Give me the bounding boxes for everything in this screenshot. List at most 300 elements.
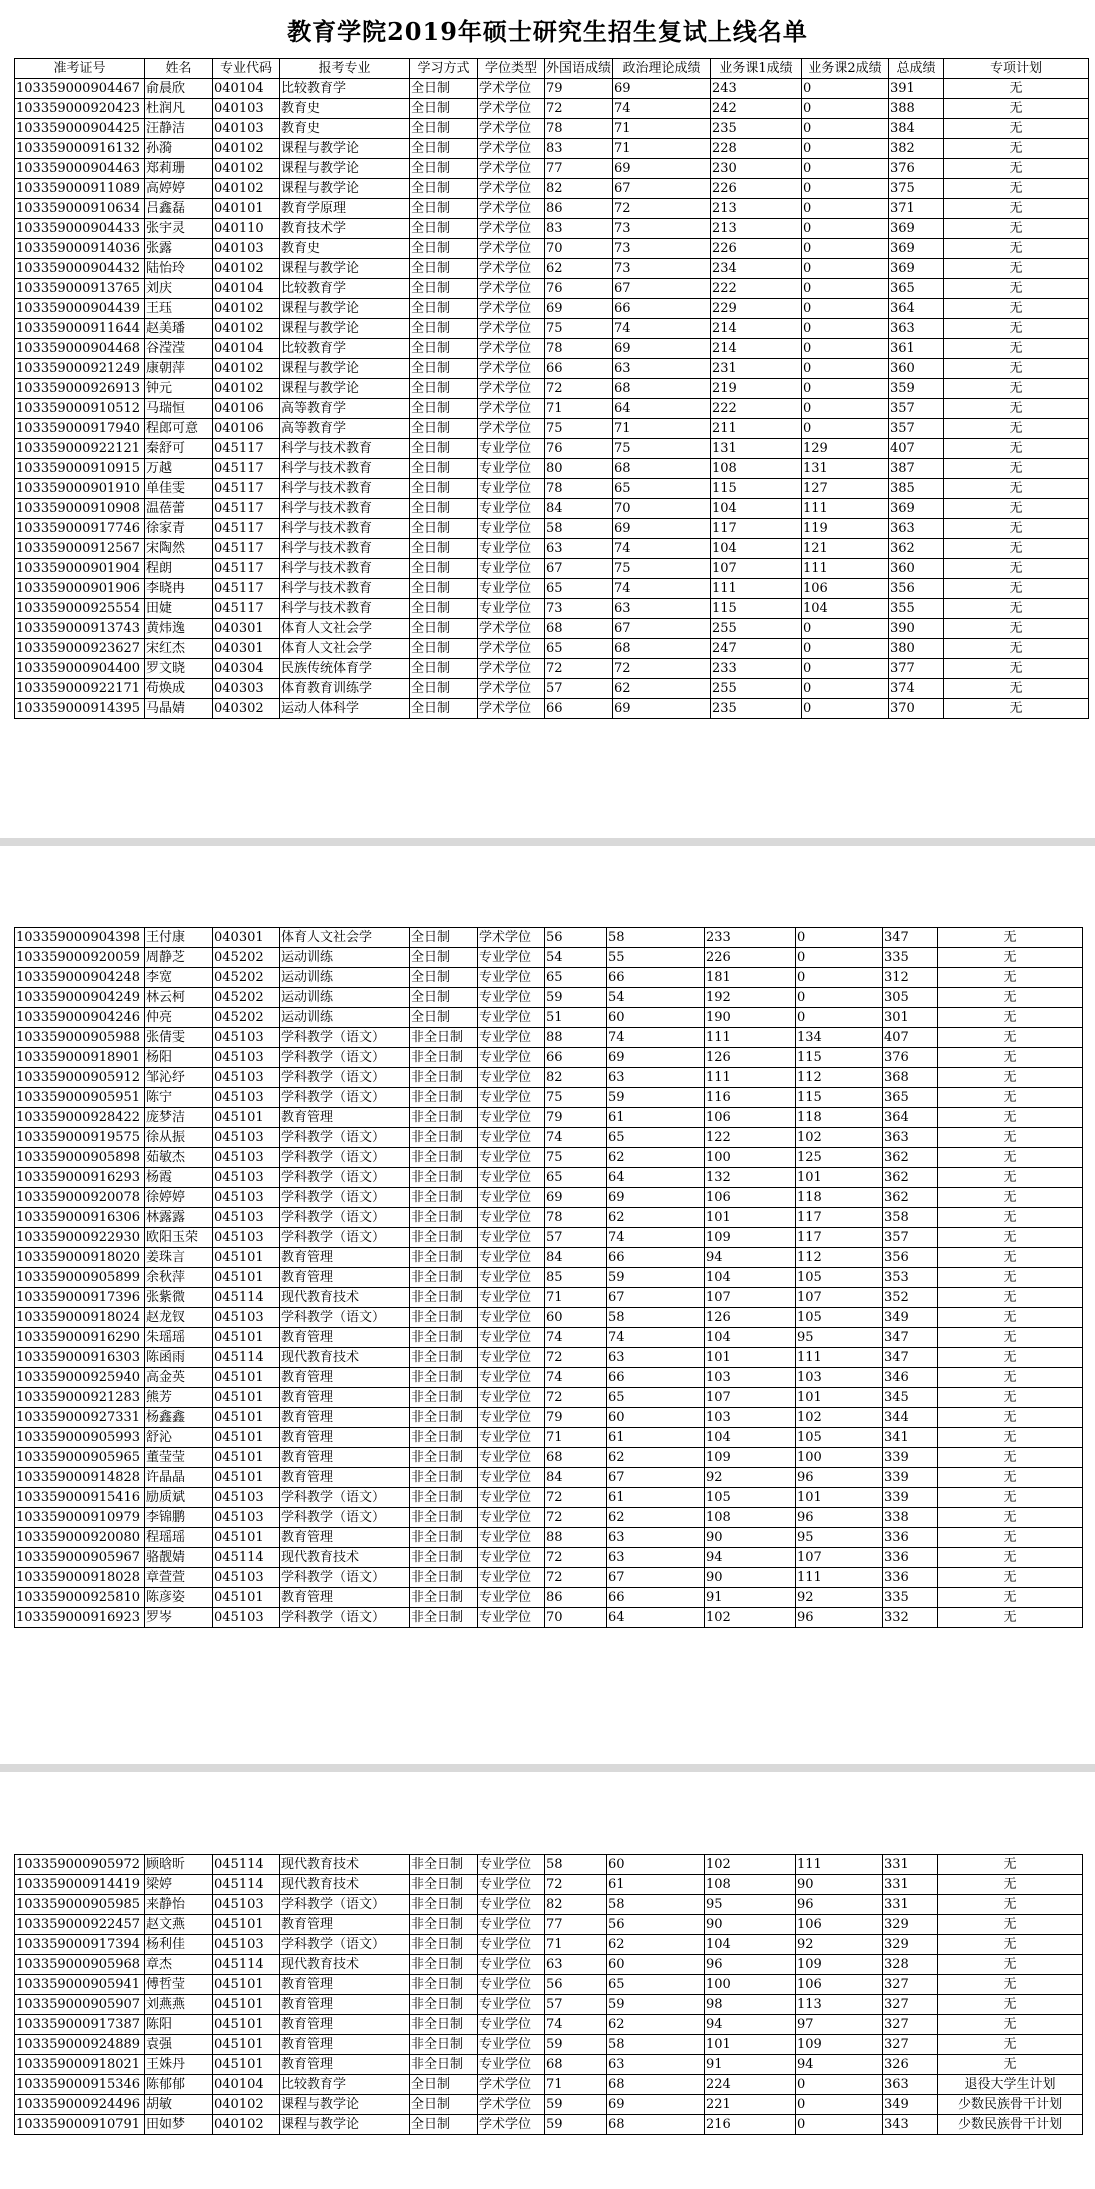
cell-course1-score: 98 — [705, 1995, 796, 2015]
cell-major: 教育管理 — [280, 1448, 410, 1468]
cell-course1-score: 106 — [705, 1108, 796, 1128]
cell-study-mode: 非全日制 — [410, 1995, 478, 2015]
cell-foreign-language-score: 51 — [545, 1008, 607, 1028]
cell-degree-type: 专业学位 — [478, 1955, 545, 1975]
cell-admission-number: 103359000916293 — [15, 1168, 145, 1188]
cell-special-plan: 无 — [944, 99, 1089, 119]
cell-study-mode: 全日制 — [410, 79, 478, 99]
cell-course1-score: 216 — [705, 2115, 796, 2135]
cell-degree-type: 专业学位 — [478, 2055, 545, 2075]
cell-special-plan: 无 — [938, 1208, 1083, 1228]
cell-foreign-language-score: 75 — [545, 1088, 607, 1108]
cell-politics-score: 67 — [607, 1288, 705, 1308]
cell-special-plan: 无 — [938, 948, 1083, 968]
cell-course2-score: 127 — [802, 479, 889, 499]
cell-study-mode: 非全日制 — [410, 1955, 478, 1975]
cell-name: 王珏 — [145, 299, 213, 319]
cell-foreign-language-score: 72 — [545, 99, 613, 119]
cell-total-score: 365 — [889, 279, 944, 299]
cell-total-score: 363 — [889, 319, 944, 339]
cell-total-score: 364 — [883, 1108, 938, 1128]
cell-special-plan: 退役大学生计划 — [938, 2075, 1083, 2095]
cell-major-code: 045114 — [213, 1875, 280, 1895]
cell-special-plan: 无 — [938, 1108, 1083, 1128]
cell-course1-score: 224 — [705, 2075, 796, 2095]
cell-degree-type: 学术学位 — [478, 2095, 545, 2115]
cell-special-plan: 无 — [938, 1528, 1083, 1548]
cell-course1-score: 213 — [711, 219, 802, 239]
table-row — [15, 1128, 1083, 1148]
cell-foreign-language-score: 74 — [545, 1328, 607, 1348]
cell-course2-score: 0 — [802, 399, 889, 419]
column-header-total-score: 总成绩 — [889, 59, 944, 79]
cell-politics-score: 64 — [613, 399, 711, 419]
cell-total-score: 345 — [883, 1388, 938, 1408]
cell-degree-type: 专业学位 — [478, 499, 545, 519]
cell-admission-number: 103359000904432 — [15, 259, 145, 279]
table-row — [15, 179, 1089, 199]
cell-major-code: 045117 — [213, 459, 280, 479]
cell-degree-type: 专业学位 — [478, 1468, 545, 1488]
cell-admission-number: 103359000904248 — [15, 968, 145, 988]
cell-study-mode: 全日制 — [410, 499, 478, 519]
cell-major-code: 040102 — [213, 299, 280, 319]
cell-degree-type: 专业学位 — [478, 599, 545, 619]
cell-course1-score: 100 — [705, 1975, 796, 1995]
cell-name: 许晶晶 — [145, 1468, 213, 1488]
column-header-politics-score: 政治理论成绩 — [613, 59, 711, 79]
cell-degree-type: 专业学位 — [478, 1288, 545, 1308]
cell-politics-score: 55 — [607, 948, 705, 968]
cell-major: 科学与技术教育 — [280, 439, 410, 459]
table-row — [15, 1188, 1083, 1208]
cell-degree-type: 学术学位 — [478, 399, 545, 419]
cell-degree-type: 专业学位 — [478, 1568, 545, 1588]
cell-study-mode: 全日制 — [410, 399, 478, 419]
cell-course1-score: 104 — [705, 1268, 796, 1288]
cell-major: 课程与教学论 — [280, 299, 410, 319]
cell-major-code: 045103 — [213, 1308, 280, 1328]
cell-admission-number: 103359000901906 — [15, 579, 145, 599]
cell-degree-type: 专业学位 — [478, 1108, 545, 1128]
cell-major: 教育管理 — [280, 2035, 410, 2055]
cell-major: 学科教学（语文） — [280, 1188, 410, 1208]
cell-name: 赵美璠 — [145, 319, 213, 339]
cell-name: 陈宁 — [145, 1088, 213, 1108]
cell-special-plan: 无 — [938, 1935, 1083, 1955]
cell-study-mode: 全日制 — [410, 948, 478, 968]
cell-name: 林露露 — [145, 1208, 213, 1228]
cell-special-plan: 无 — [938, 1548, 1083, 1568]
cell-degree-type: 学术学位 — [478, 2075, 545, 2095]
cell-major: 运动训练 — [280, 988, 410, 1008]
cell-course1-score: 90 — [705, 1528, 796, 1548]
cell-foreign-language-score: 59 — [545, 2095, 607, 2115]
cell-foreign-language-score: 69 — [545, 1188, 607, 1208]
cell-course1-score: 90 — [705, 1568, 796, 1588]
cell-course1-score: 235 — [711, 119, 802, 139]
table-row — [15, 1528, 1083, 1548]
cell-course1-score: 103 — [705, 1408, 796, 1428]
cell-total-score: 301 — [883, 1008, 938, 1028]
table-row — [15, 539, 1089, 559]
cell-total-score: 390 — [889, 619, 944, 639]
cell-course1-score: 222 — [711, 279, 802, 299]
cell-politics-score: 74 — [607, 1328, 705, 1348]
cell-course2-score: 0 — [796, 2115, 883, 2135]
cell-course2-score: 0 — [802, 79, 889, 99]
cell-admission-number: 103359000925940 — [15, 1368, 145, 1388]
cell-degree-type: 学术学位 — [478, 219, 545, 239]
cell-course1-score: 234 — [711, 259, 802, 279]
cell-name: 章杰 — [145, 1955, 213, 1975]
cell-major-code: 045114 — [213, 1348, 280, 1368]
cell-total-score: 347 — [883, 928, 938, 948]
cell-politics-score: 73 — [613, 219, 711, 239]
cell-admission-number: 103359000922121 — [15, 439, 145, 459]
cell-study-mode: 非全日制 — [410, 1288, 478, 1308]
cell-total-score: 335 — [883, 1588, 938, 1608]
cell-degree-type: 学术学位 — [478, 299, 545, 319]
table-row — [15, 1388, 1083, 1408]
cell-course1-score: 91 — [705, 2055, 796, 2075]
cell-study-mode: 非全日制 — [410, 1068, 478, 1088]
cell-degree-type: 专业学位 — [478, 2035, 545, 2055]
cell-study-mode: 非全日制 — [410, 1488, 478, 1508]
cell-special-plan: 无 — [938, 1448, 1083, 1468]
cell-special-plan: 无 — [944, 139, 1089, 159]
cell-politics-score: 65 — [607, 1388, 705, 1408]
table-row — [15, 1068, 1083, 1088]
cell-name: 熊芳 — [145, 1388, 213, 1408]
cell-degree-type: 专业学位 — [478, 1208, 545, 1228]
cell-course2-score: 115 — [796, 1048, 883, 1068]
cell-admission-number: 103359000913765 — [15, 279, 145, 299]
cell-course2-score: 117 — [796, 1208, 883, 1228]
cell-foreign-language-score: 65 — [545, 639, 613, 659]
cell-special-plan: 无 — [938, 1855, 1083, 1875]
cell-major-code: 045202 — [213, 988, 280, 1008]
cell-name: 万越 — [145, 459, 213, 479]
cell-course1-score: 105 — [705, 1488, 796, 1508]
cell-foreign-language-score: 65 — [545, 968, 607, 988]
cell-course1-score: 255 — [711, 619, 802, 639]
cell-degree-type: 学术学位 — [478, 619, 545, 639]
cell-study-mode: 全日制 — [410, 2115, 478, 2135]
table-row — [15, 2115, 1083, 2135]
cell-total-score: 368 — [883, 1068, 938, 1088]
cell-foreign-language-score: 79 — [545, 79, 613, 99]
cell-name: 田如梦 — [145, 2115, 213, 2135]
cell-major-code: 045101 — [213, 1528, 280, 1548]
cell-major: 课程与教学论 — [280, 359, 410, 379]
cell-total-score: 329 — [883, 1915, 938, 1935]
cell-foreign-language-score: 57 — [545, 1995, 607, 2015]
cell-study-mode: 全日制 — [410, 159, 478, 179]
cell-major: 运动训练 — [280, 968, 410, 988]
cell-special-plan: 无 — [938, 1348, 1083, 1368]
cell-special-plan: 无 — [944, 179, 1089, 199]
table-row — [15, 439, 1089, 459]
page-separator — [0, 838, 1095, 846]
cell-course2-score: 0 — [802, 259, 889, 279]
cell-course2-score: 96 — [796, 1608, 883, 1628]
cell-major: 科学与技术教育 — [280, 539, 410, 559]
cell-name: 张宇灵 — [145, 219, 213, 239]
table-row — [15, 599, 1089, 619]
table-row — [15, 1608, 1083, 1628]
cell-total-score: 344 — [883, 1408, 938, 1428]
table-row — [15, 139, 1089, 159]
cell-course2-score: 90 — [796, 1875, 883, 1895]
cell-course2-score: 105 — [796, 1308, 883, 1328]
cell-name: 李晓冉 — [145, 579, 213, 599]
cell-course2-score: 0 — [802, 119, 889, 139]
cell-special-plan: 无 — [938, 1248, 1083, 1268]
cell-foreign-language-score: 78 — [545, 339, 613, 359]
cell-course2-score: 103 — [796, 1368, 883, 1388]
cell-politics-score: 69 — [607, 1188, 705, 1208]
cell-name: 林云柯 — [145, 988, 213, 1008]
table-row — [15, 1568, 1083, 1588]
cell-major: 学科教学（语文） — [280, 1148, 410, 1168]
cell-study-mode: 全日制 — [410, 99, 478, 119]
cell-major: 现代教育技术 — [280, 1348, 410, 1368]
cell-major: 教育管理 — [280, 1368, 410, 1388]
cell-total-score: 352 — [883, 1288, 938, 1308]
cell-name: 杨阳 — [145, 1048, 213, 1068]
cell-special-plan: 无 — [938, 1975, 1083, 1995]
cell-foreign-language-score: 59 — [545, 988, 607, 1008]
cell-study-mode: 非全日制 — [410, 1148, 478, 1168]
cell-name: 马瑞恒 — [145, 399, 213, 419]
cell-major-code: 045101 — [213, 1588, 280, 1608]
table-row — [15, 219, 1089, 239]
cell-course2-score: 92 — [796, 1588, 883, 1608]
cell-course1-score: 242 — [711, 99, 802, 119]
cell-total-score: 341 — [883, 1428, 938, 1448]
cell-total-score: 357 — [889, 419, 944, 439]
cell-total-score: 362 — [883, 1188, 938, 1208]
column-header-course1-score: 业务课1成绩 — [711, 59, 802, 79]
cell-major-code: 045103 — [213, 1028, 280, 1048]
cell-admission-number: 103359000917746 — [15, 519, 145, 539]
cell-course1-score: 126 — [705, 1308, 796, 1328]
cell-admission-number: 103359000910908 — [15, 499, 145, 519]
cell-total-score: 391 — [889, 79, 944, 99]
cell-name: 康朝萍 — [145, 359, 213, 379]
cell-course1-score: 233 — [705, 928, 796, 948]
cell-course2-score: 0 — [802, 419, 889, 439]
cell-course1-score: 122 — [705, 1128, 796, 1148]
cell-study-mode: 非全日制 — [410, 2035, 478, 2055]
cell-total-score: 336 — [883, 1548, 938, 1568]
cell-major: 教育管理 — [280, 1588, 410, 1608]
cell-name: 周静芝 — [145, 948, 213, 968]
cell-course1-score: 109 — [705, 1448, 796, 1468]
cell-major: 教育管理 — [280, 1975, 410, 1995]
cell-degree-type: 专业学位 — [478, 1368, 545, 1388]
cell-politics-score: 67 — [607, 1468, 705, 1488]
cell-politics-score: 65 — [607, 1128, 705, 1148]
cell-total-score: 360 — [889, 359, 944, 379]
cell-major-code: 045101 — [213, 1448, 280, 1468]
cell-study-mode: 非全日制 — [410, 1248, 478, 1268]
cell-degree-type: 专业学位 — [478, 1048, 545, 1068]
cell-study-mode: 全日制 — [410, 988, 478, 1008]
cell-major: 学科教学（语文） — [280, 1048, 410, 1068]
cell-course1-score: 104 — [711, 499, 802, 519]
cell-politics-score: 61 — [607, 1488, 705, 1508]
cell-study-mode: 非全日制 — [410, 1108, 478, 1128]
cell-major-code: 040301 — [213, 928, 280, 948]
cell-course1-score: 108 — [711, 459, 802, 479]
cell-foreign-language-score: 83 — [545, 219, 613, 239]
cell-major-code: 045103 — [213, 1048, 280, 1068]
cell-special-plan: 无 — [938, 1188, 1083, 1208]
cell-major: 教育史 — [280, 239, 410, 259]
cell-course1-score: 94 — [705, 1248, 796, 1268]
cell-major-code: 040102 — [213, 2095, 280, 2115]
cell-special-plan: 无 — [944, 459, 1089, 479]
cell-course1-score: 107 — [705, 1388, 796, 1408]
cell-foreign-language-score: 86 — [545, 1588, 607, 1608]
cell-name: 杨鑫鑫 — [145, 1408, 213, 1428]
cell-course1-score: 108 — [705, 1875, 796, 1895]
cell-foreign-language-score: 71 — [545, 1428, 607, 1448]
cell-total-score: 327 — [883, 2015, 938, 2035]
cell-course1-score: 107 — [705, 1288, 796, 1308]
cell-course2-score: 121 — [802, 539, 889, 559]
cell-total-score: 369 — [889, 239, 944, 259]
cell-major-code: 045103 — [213, 1895, 280, 1915]
cell-name: 张紫微 — [145, 1288, 213, 1308]
cell-degree-type: 专业学位 — [478, 1388, 545, 1408]
cell-major-code: 040101 — [213, 199, 280, 219]
table-row — [15, 1268, 1083, 1288]
cell-admission-number: 103359000905988 — [15, 1028, 145, 1048]
cell-study-mode: 全日制 — [410, 419, 478, 439]
cell-study-mode: 非全日制 — [410, 2055, 478, 2075]
cell-major-code: 045103 — [213, 1188, 280, 1208]
cell-admission-number: 103359000920059 — [15, 948, 145, 968]
cell-foreign-language-score: 79 — [545, 1108, 607, 1128]
cell-course1-score: 96 — [705, 1955, 796, 1975]
cell-special-plan: 无 — [938, 1028, 1083, 1048]
cell-study-mode: 非全日制 — [410, 2015, 478, 2035]
cell-admission-number: 103359000915416 — [15, 1488, 145, 1508]
cell-politics-score: 66 — [607, 968, 705, 988]
cell-total-score: 346 — [883, 1368, 938, 1388]
cell-special-plan: 无 — [938, 1568, 1083, 1588]
cell-course2-score: 96 — [796, 1508, 883, 1528]
cell-major-code: 040104 — [213, 2075, 280, 2095]
cell-course2-score: 96 — [796, 1895, 883, 1915]
table-row — [15, 279, 1089, 299]
cell-name: 欧阳玉荣 — [145, 1228, 213, 1248]
cell-study-mode: 全日制 — [410, 539, 478, 559]
cell-special-plan: 无 — [938, 968, 1083, 988]
cell-foreign-language-score: 68 — [545, 1448, 607, 1468]
cell-total-score: 331 — [883, 1895, 938, 1915]
cell-politics-score: 58 — [607, 928, 705, 948]
cell-major-code: 045114 — [213, 1855, 280, 1875]
cell-politics-score: 67 — [607, 1568, 705, 1588]
cell-degree-type: 专业学位 — [478, 1348, 545, 1368]
cell-foreign-language-score: 77 — [545, 159, 613, 179]
cell-foreign-language-score: 72 — [545, 1488, 607, 1508]
cell-study-mode: 全日制 — [410, 379, 478, 399]
cell-course2-score: 101 — [796, 1168, 883, 1188]
cell-admission-number: 103359000913743 — [15, 619, 145, 639]
cell-degree-type: 专业学位 — [478, 1855, 545, 1875]
cell-special-plan: 无 — [944, 499, 1089, 519]
cell-course1-score: 213 — [711, 199, 802, 219]
cell-major: 学科教学（语文） — [280, 1088, 410, 1108]
cell-degree-type: 学术学位 — [478, 279, 545, 299]
table-row — [15, 1348, 1083, 1368]
cell-degree-type: 专业学位 — [478, 1448, 545, 1468]
cell-degree-type: 专业学位 — [478, 1168, 545, 1188]
cell-admission-number: 103359000904468 — [15, 339, 145, 359]
cell-name: 徐婷婷 — [145, 1188, 213, 1208]
cell-course2-score: 105 — [796, 1268, 883, 1288]
cell-admission-number: 103359000910634 — [15, 199, 145, 219]
cell-special-plan: 无 — [944, 519, 1089, 539]
cell-admission-number: 103359000917387 — [15, 2015, 145, 2035]
cell-admission-number: 103359000922930 — [15, 1228, 145, 1248]
table-row — [15, 1328, 1083, 1348]
cell-foreign-language-score: 72 — [545, 1508, 607, 1528]
cell-total-score: 357 — [883, 1228, 938, 1248]
cell-course1-score: 190 — [705, 1008, 796, 1028]
cell-study-mode: 全日制 — [410, 659, 478, 679]
cell-foreign-language-score: 56 — [545, 928, 607, 948]
cell-course1-score: 91 — [705, 1588, 796, 1608]
cell-name: 高金英 — [145, 1368, 213, 1388]
cell-special-plan: 无 — [938, 1428, 1083, 1448]
cell-politics-score: 74 — [613, 579, 711, 599]
cell-course2-score: 118 — [796, 1108, 883, 1128]
cell-name: 张倩雯 — [145, 1028, 213, 1048]
cell-degree-type: 专业学位 — [478, 479, 545, 499]
cell-degree-type: 专业学位 — [478, 1328, 545, 1348]
cell-politics-score: 72 — [613, 199, 711, 219]
cell-name: 杨利佳 — [145, 1935, 213, 1955]
cell-study-mode: 非全日制 — [410, 1448, 478, 1468]
cell-special-plan: 无 — [944, 639, 1089, 659]
cell-total-score: 357 — [889, 399, 944, 419]
cell-foreign-language-score: 70 — [545, 1608, 607, 1628]
cell-major-code: 045103 — [213, 1148, 280, 1168]
cell-name: 励质斌 — [145, 1488, 213, 1508]
cell-course1-score: 100 — [705, 1148, 796, 1168]
cell-major: 教育管理 — [280, 2015, 410, 2035]
cell-name: 刘燕燕 — [145, 1995, 213, 2015]
column-header-major-code: 专业代码 — [213, 59, 280, 79]
cell-admission-number: 103359000905951 — [15, 1088, 145, 1108]
table-row — [15, 1468, 1083, 1488]
cell-study-mode: 非全日制 — [410, 1308, 478, 1328]
cell-major: 教育管理 — [280, 2055, 410, 2075]
cell-major: 课程与教学论 — [280, 319, 410, 339]
cell-total-score: 327 — [883, 2035, 938, 2055]
cell-special-plan: 无 — [938, 1468, 1083, 1488]
cell-major: 学科教学（语文） — [280, 1508, 410, 1528]
cell-admission-number: 103359000921283 — [15, 1388, 145, 1408]
cell-total-score: 365 — [883, 1088, 938, 1108]
cell-study-mode: 全日制 — [410, 119, 478, 139]
